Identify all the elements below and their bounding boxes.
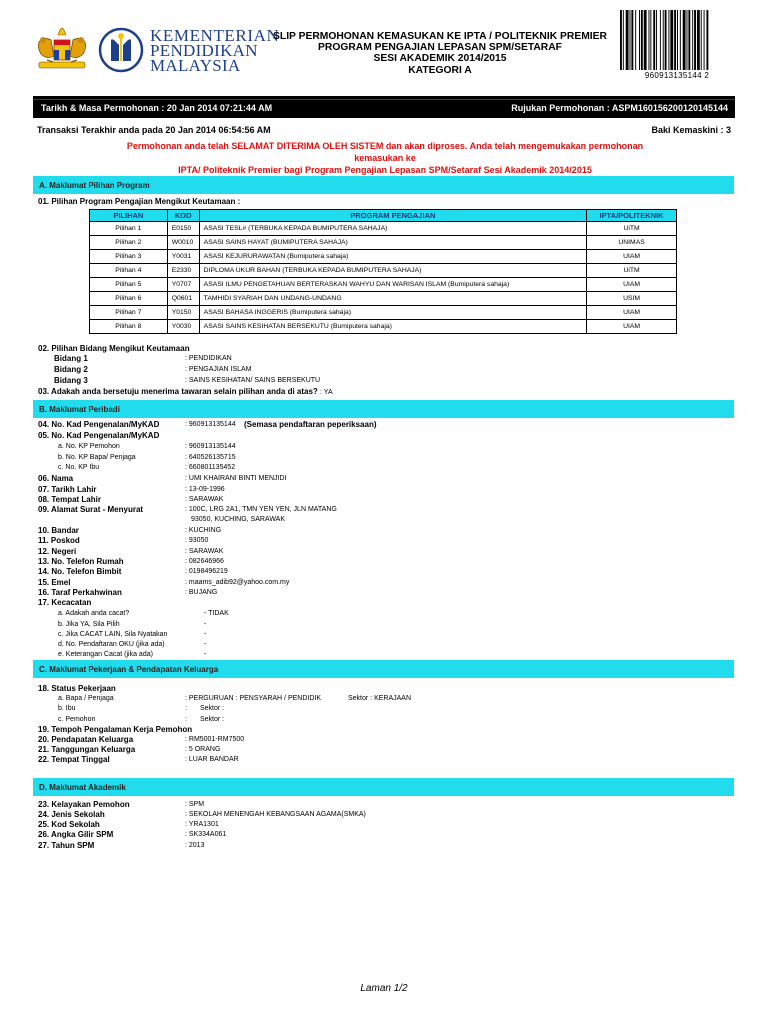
col-header-kod: KOD: [167, 210, 199, 222]
cell-program: ASASI KEJURURAWATAN (Bumiputera sahaja): [199, 250, 586, 264]
cell-ipta: UIAM: [587, 278, 677, 292]
section-a-header: [33, 176, 734, 194]
q12-value: : SARAWAK: [185, 548, 224, 555]
table-row: [90, 236, 677, 250]
col-header-pilihan: PILIHAN: [90, 210, 168, 222]
q18b-value: :: [185, 705, 187, 712]
transaction-row: [37, 125, 731, 135]
table-row: [90, 250, 677, 264]
q20-label: 20. Pendapatan Keluarga: [38, 735, 134, 744]
notice-line-1: Permohonan anda telah SELAMAT DITERIMA OLEH SISTEM dan akan diproses. Anda telah mengemukakan permohonan kemasukan ke: [126, 141, 644, 163]
q16-label: 16. Taraf Perkahwinan: [38, 588, 122, 597]
q18a-value: : PERGURUAN : PENSYARAH / PENDIDIK: [185, 695, 322, 702]
q27-value: : 2013: [185, 842, 205, 849]
q05-label: 05. No. Kad Pengenalan/MyKAD: [38, 431, 160, 440]
table-row: [90, 292, 677, 306]
q06-value: : UMI KHAIRANI BINTI MENJIDI: [185, 475, 287, 482]
q18a-label: a. Bapa / Penjaga: [58, 695, 114, 702]
table-row: [90, 306, 677, 320]
section-b-header: [33, 400, 734, 418]
q14-value: : 0198496219: [185, 568, 228, 575]
application-reference: Rujukan Permohonan : ASPM160156200120145144: [511, 103, 728, 113]
q04-note: (Semasa pendaftaran peperiksaan): [244, 420, 377, 429]
q17e-value: -: [204, 651, 207, 658]
q09-value-line2: 93050, KUCHING, SARAWAK: [191, 516, 286, 523]
q12-label: 12. Negeri: [38, 547, 77, 556]
section-d-header: [33, 778, 734, 796]
success-notice: [120, 140, 650, 176]
q15-label: 15. Emel: [38, 578, 71, 587]
q17b-label: b. Jika YA, Sila Pilih: [58, 621, 120, 628]
col-header-program: PROGRAM PENGAJIAN: [199, 210, 586, 222]
q11-label: 11. Poskod: [38, 536, 80, 545]
q18c-value: :: [185, 716, 187, 723]
q01-label: 01. Pilihan Program Pengajian Mengikut Keutamaan :: [38, 197, 241, 206]
q22-label: 22. Tempat Tinggal: [38, 755, 110, 764]
cell-pilihan: Pilihan 8: [90, 320, 168, 334]
q18c-sektor: Sektor :: [200, 716, 225, 723]
q27-label: 27. Tahun SPM: [38, 841, 95, 850]
malaysia-coat-of-arms-icon: [33, 26, 91, 74]
q03-value: : YA: [320, 389, 333, 396]
application-info-bar: [33, 96, 735, 118]
cell-pilihan: Pilihan 2: [90, 236, 168, 250]
cell-program: TAMHIDI SYARIAH DAN UNDANG-UNDANG: [199, 292, 586, 306]
cell-kod: Q0601: [167, 292, 199, 306]
q05c-label: c. No. KP Ibu: [58, 464, 100, 471]
q08-value: : SARAWAK: [185, 496, 224, 503]
cell-program: ASASI SAINS HAYAT (BUMIPUTERA SAHAJA): [199, 236, 586, 250]
remaining-updates: Baki Kemaskini : 3: [651, 125, 731, 135]
q05a-value: : 960913135144: [185, 443, 236, 450]
q10-label: 10. Bandar: [38, 526, 79, 535]
cell-ipta: UiTM: [587, 264, 677, 278]
bidang-1-value: : PENDIDIKAN: [185, 355, 232, 362]
section-c-header: [33, 660, 734, 678]
page-number: Laman 1/2: [360, 983, 408, 994]
cell-kod: Y0707: [167, 278, 199, 292]
table-row: [90, 222, 677, 236]
section-a-title: A. Maklumat Pilihan Program: [39, 181, 150, 190]
cell-program: ASASI TESL# (TERBUKA KEPADA BUMIPUTERA SAHAJA): [199, 222, 586, 236]
cell-pilihan: Pilihan 4: [90, 264, 168, 278]
q25-label: 25. Kod Sekolah: [38, 820, 100, 829]
q20-value: : RM5001-RM7500: [185, 736, 245, 743]
cell-ipta: UIAM: [587, 250, 677, 264]
q24-value: : SEKOLAH MENENGAH KEBANGSAAN AGAMA(SMKA): [185, 811, 366, 818]
ministry-line-3: MALAYSIA: [150, 56, 241, 75]
q17-label: 17. Kecacatan: [38, 598, 92, 607]
q05b-label: b. No. KP Bapa/ Penjaga: [58, 454, 136, 461]
q18c-label: c. Pemohon: [58, 716, 96, 723]
q23-label: 23. Kelayakan Pemohon: [38, 800, 130, 809]
slip-title: [258, 31, 622, 76]
q16-value: : BUJANG: [185, 589, 218, 596]
q04-label: 04. No. Kad Pengenalan/MyKAD: [38, 420, 160, 429]
bidang-2-value: : PENGAJIAN ISLAM: [185, 366, 252, 373]
cell-pilihan: Pilihan 6: [90, 292, 168, 306]
page-header: [0, 0, 768, 92]
cell-program: DIPLOMA UKUR BAHAN (TERBUKA KEPADA BUMIPUTERA SAHAJA): [199, 264, 586, 278]
table-header-row: [90, 210, 677, 222]
q11-value: : 93050: [185, 537, 209, 544]
cell-kod: W0010: [167, 236, 199, 250]
col-header-ipta: IPTA/POLITEKNIK: [587, 210, 677, 222]
q07-label: 07. Tarikh Lahir: [38, 485, 97, 494]
q18-label: 18. Status Pekerjaan: [38, 684, 116, 693]
q17a-value: - TIDAK: [204, 610, 229, 617]
q19-label: 19. Tempoh Pengalaman Kerja Pemohon: [38, 725, 193, 734]
cell-kod: Y0150: [167, 306, 199, 320]
cell-pilihan: Pilihan 7: [90, 306, 168, 320]
cell-program: ASASI SAINS KESIHATAN BERSEKUTU (Bumiputera sahaja): [199, 320, 586, 334]
q14-label: 14. No. Telefon Bimbit: [38, 567, 122, 576]
application-datetime: Tarikh & Masa Permohonan : 20 Jan 2014 07:21:44 AM: [41, 103, 273, 113]
title-line-3: SESI AKADEMIK 2014/2015: [373, 53, 507, 65]
cell-ipta: UIAM: [587, 306, 677, 320]
table-row: [90, 320, 677, 334]
bidang-2-label: Bidang 2: [54, 365, 88, 374]
q15-value: : maams_adib92@yahoo.com.my: [185, 579, 290, 586]
q07-value: : 13-09-1996: [185, 486, 225, 493]
q09-value: : 100C, LRG 2A1, TMN YEN YEN, JLN MATANG: [185, 506, 337, 513]
q17e-label: e. Keterangan Cacat (jika ada): [58, 651, 153, 658]
q04-value: : 960913135144: [185, 421, 236, 428]
section-d-title: D. Maklumat Akademik: [39, 783, 126, 792]
bidang-3-label: Bidang 3: [54, 376, 88, 385]
q26-value: : SK334A061: [185, 831, 227, 838]
q06-label: 06. Nama: [38, 474, 74, 483]
title-line-1: SLIP PERMOHONAN KEMASUKAN KE IPTA / POLITEKNIK PREMIER: [273, 31, 607, 42]
q22-value: : LUAR BANDAR: [185, 756, 239, 763]
cell-program: ASASI ILMU PENGETAHUAN BERTERASKAN WAHYU DAN WARISAN ISLAM (Bumiputera sahaja): [199, 278, 586, 292]
q17d-label: d. No. Pendaftaran OKU (jika ada): [58, 641, 165, 648]
cell-kod: E2330: [167, 264, 199, 278]
ministry-line-1: KEMENTERIAN: [150, 26, 280, 45]
q13-label: 13. No. Telefon Rumah: [38, 557, 124, 566]
notice-line-2: IPTA/ Politeknik Premier bagi Program Pengajian Lepasan SPM/Setaraf Sesi Akademik 2014/2015: [178, 165, 592, 175]
q18a-sektor: Sektor : KERAJAAN: [348, 695, 412, 702]
bidang-1-label: Bidang 1: [54, 354, 88, 363]
title-line-2: PROGRAM PENGAJIAN LEPASAN SPM/SETARAF: [318, 42, 562, 54]
q18b-label: b. Ibu: [58, 705, 76, 712]
q18b-sektor: Sektor :: [200, 705, 225, 712]
cell-ipta: USIM: [587, 292, 677, 306]
cell-program: ASASI BAHASA INGGERIS (Bumiputera sahaja): [199, 306, 586, 320]
table-row: [90, 278, 677, 292]
q17b-value: -: [204, 621, 207, 628]
q17a-label: a. Adakah anda cacat?: [58, 610, 130, 617]
section-b-title: B. Maklumat Peribadi: [39, 405, 120, 414]
q09-label: 09. Alamat Surat - Menyurat: [38, 505, 144, 514]
q05a-label: a. No. KP Pemohon: [58, 443, 120, 450]
cell-pilihan: Pilihan 5: [90, 278, 168, 292]
ministry-line-2: PENDIDIKAN: [150, 41, 258, 60]
cell-ipta: UiTM: [587, 222, 677, 236]
table-row: [90, 264, 677, 278]
q24-label: 24. Jenis Sekolah: [38, 810, 105, 819]
cell-kod: Y0030: [167, 320, 199, 334]
cell-kod: E0150: [167, 222, 199, 236]
q26-label: 26. Angka Gilir SPM: [38, 830, 114, 839]
title-line-4: KATEGORI A: [408, 64, 472, 76]
cell-ipta: UNIMAS: [587, 236, 677, 250]
cell-pilihan: Pilihan 3: [90, 250, 168, 264]
barcode: [619, 10, 735, 70]
cell-pilihan: Pilihan 1: [90, 222, 168, 236]
q08-label: 08. Tempat Lahir: [38, 495, 101, 504]
q17c-value: -: [204, 631, 207, 638]
q21-label: 21. Tanggungan Keluarga: [38, 745, 136, 754]
program-choice-table: [89, 209, 677, 334]
q23-value: : SPM: [185, 801, 205, 808]
q10-value: : KUCHING: [185, 527, 222, 534]
q13-value: : 082646966: [185, 558, 224, 565]
q17d-value: -: [204, 641, 207, 648]
q05b-value: : 640526135715: [185, 454, 236, 461]
section-c-title: C. Maklumat Pekerjaan & Pendapatan Keluarga: [39, 665, 219, 674]
q02-label: 02. Pilihan Bidang Mengikut Keutamaan: [38, 344, 190, 353]
q21-value: : 5 ORANG: [185, 746, 221, 753]
last-transaction: Transaksi Terakhir anda pada 20 Jan 2014 06:54:56 AM: [37, 125, 271, 135]
q03-row: [38, 387, 333, 396]
q17c-label: c. Jika CACAT LAIN, Sila Nyatakan: [58, 631, 168, 638]
barcode-number: 960913135144 2: [644, 71, 710, 80]
kpm-logo-icon: [98, 27, 144, 73]
bidang-3-value: : SAINS KESIHATAN/ SAINS BERSEKUTU: [185, 377, 321, 384]
cell-kod: Y0031: [167, 250, 199, 264]
q05c-value: : 660801135452: [185, 464, 236, 471]
q25-value: : YRA1301: [185, 821, 219, 828]
q03-label: 03. Adakah anda bersetuju menerima tawaran selain pilihan anda di atas?: [38, 387, 318, 396]
cell-ipta: UIAM: [587, 320, 677, 334]
